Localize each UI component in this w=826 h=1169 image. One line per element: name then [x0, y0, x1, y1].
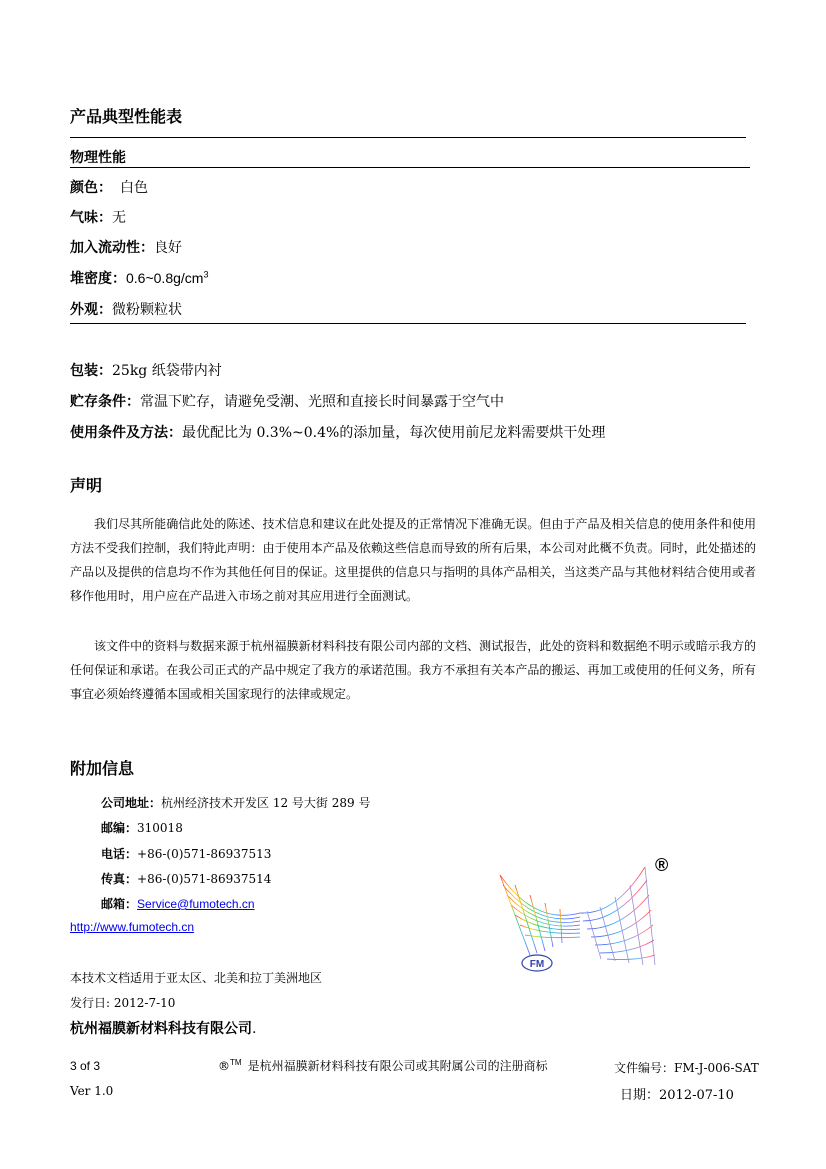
statement-heading: 声明 — [70, 478, 103, 495]
tel-label: 电话： — [101, 847, 138, 861]
zip-value: 310018 — [137, 821, 183, 835]
usage-value: 最优配比为 0.3%~0.4%的添加量，每次使用前尼龙料需要烘干处理 — [182, 425, 606, 441]
color-row — [70, 177, 148, 197]
flow-label: 加入流动性： — [70, 239, 154, 255]
storage-label: 贮存条件： — [70, 393, 140, 409]
physical-divider — [70, 167, 750, 168]
appearance-label: 外观： — [70, 301, 112, 317]
packaging-label: 包装： — [70, 362, 112, 378]
email-row — [101, 895, 255, 912]
version: Ver 1.0 — [70, 1084, 114, 1098]
appearance-value: 微粉颗粒状 — [112, 302, 182, 318]
website-row — [70, 920, 194, 934]
document-number: 文件编号：FM-J-006-SAT — [614, 1061, 759, 1075]
logo-graphic — [495, 855, 680, 975]
usage-row — [70, 422, 605, 442]
storage-row — [70, 391, 504, 411]
density-row — [70, 268, 208, 288]
tel-row — [101, 845, 271, 862]
registered-mark: ® — [655, 855, 669, 875]
packaging-row — [70, 360, 222, 380]
region-note: 本技术文档适用于亚太区、北美和拉丁美洲地区 — [70, 971, 323, 985]
trademark-tm: TM — [230, 1058, 242, 1067]
website-link[interactable]: http://www.fumotech.cn — [70, 920, 195, 934]
additional-heading: 附加信息 — [70, 761, 135, 778]
usage-label: 使用条件及方法： — [70, 424, 182, 440]
zip-row — [101, 819, 183, 836]
odor-label: 气味： — [70, 209, 112, 225]
company-name: 杭州福膜新材料科技有限公司 — [70, 1020, 252, 1036]
email-label: 邮箱： — [101, 897, 138, 911]
address-row — [101, 794, 370, 811]
zip-label: 邮编： — [101, 821, 138, 835]
odor-row — [70, 207, 126, 227]
color-value: 白色 — [120, 180, 148, 196]
footer-date: 日期：2012-07-10 — [620, 1088, 734, 1103]
trademark-line — [218, 1057, 548, 1074]
density-label: 堆密度： — [70, 270, 126, 286]
company-logo — [495, 855, 680, 975]
flow-value: 良好 — [154, 240, 182, 256]
logo-text: FM — [529, 959, 545, 970]
address-label: 公司地址： — [101, 796, 162, 810]
company-suffix: . — [252, 1021, 257, 1037]
appearance-row — [70, 299, 182, 319]
statement-paragraph-1: 我们尽其所能确信此处的陈述、技术信息和建议在此处提及的正常情况下准确无误。但由于产品及相关信息的使用条件和使用方法不受我们控制，我们特此声明：由于使用本产品及依赖这些信息而导致的所有后果，本公司对此概不负责。同时，此处描述的产品以及提供的信息均不作为其他任何目的保证。这里提供的信息只与指明的具体产品相关，当这类产品与其他材料结合使用或者移作他用时，用户应在产品进入市场之前对其应用进行全面测试。 — [70, 517, 756, 603]
density-superscript: 3 — [203, 269, 209, 280]
title-divider — [70, 137, 746, 138]
address-value: 杭州经济技术开发区 12 号大街 289 号 — [161, 796, 371, 810]
flow-row — [70, 237, 182, 257]
storage-value: 常温下贮存，请避免受潮、光照和直接长时间暴露于空气中 — [140, 394, 504, 410]
statement-paragraph-2: 该文件中的资料与数据来源于杭州福膜新材料科技有限公司内部的文档、测试报告，此处的资料和数据绝不明示或暗示我方的任何保证和承诺。在我公司正式的产品中规定了我方的承诺范围。我方不承担有关本产品的搬运、再加工或使用的任何义务，所有事宜必须始终遵循本国或相关国家现行的法律或规定。 — [70, 639, 756, 701]
fax-row — [101, 870, 271, 887]
tel-value: +86-(0)571-86937513 — [137, 847, 272, 861]
physical-heading: 物理性能 — [70, 149, 126, 165]
issue-date: 发行日: 2012-7-10 — [70, 996, 176, 1010]
packaging-value: 25kg 纸袋带内衬 — [112, 363, 222, 379]
physical-bottom-divider — [70, 323, 746, 324]
trademark-registered-symbol: ® — [218, 1059, 230, 1073]
email-link[interactable]: Service@fumotech.cn — [137, 897, 255, 911]
company-name-row — [70, 1018, 256, 1038]
odor-value: 无 — [112, 210, 126, 226]
fax-label: 传真： — [101, 872, 138, 886]
fax-value: +86-(0)571-86937514 — [137, 872, 272, 886]
color-label: 颜色： — [70, 179, 112, 195]
page-number: 3 of 3 — [70, 1059, 101, 1073]
density-value: 0.6~0.8g/cm — [126, 270, 204, 286]
trademark-text: 是杭州福膜新材料科技有限公司或其附属公司的注册商标 — [247, 1059, 548, 1073]
page-title: 产品典型性能表 — [70, 109, 183, 126]
